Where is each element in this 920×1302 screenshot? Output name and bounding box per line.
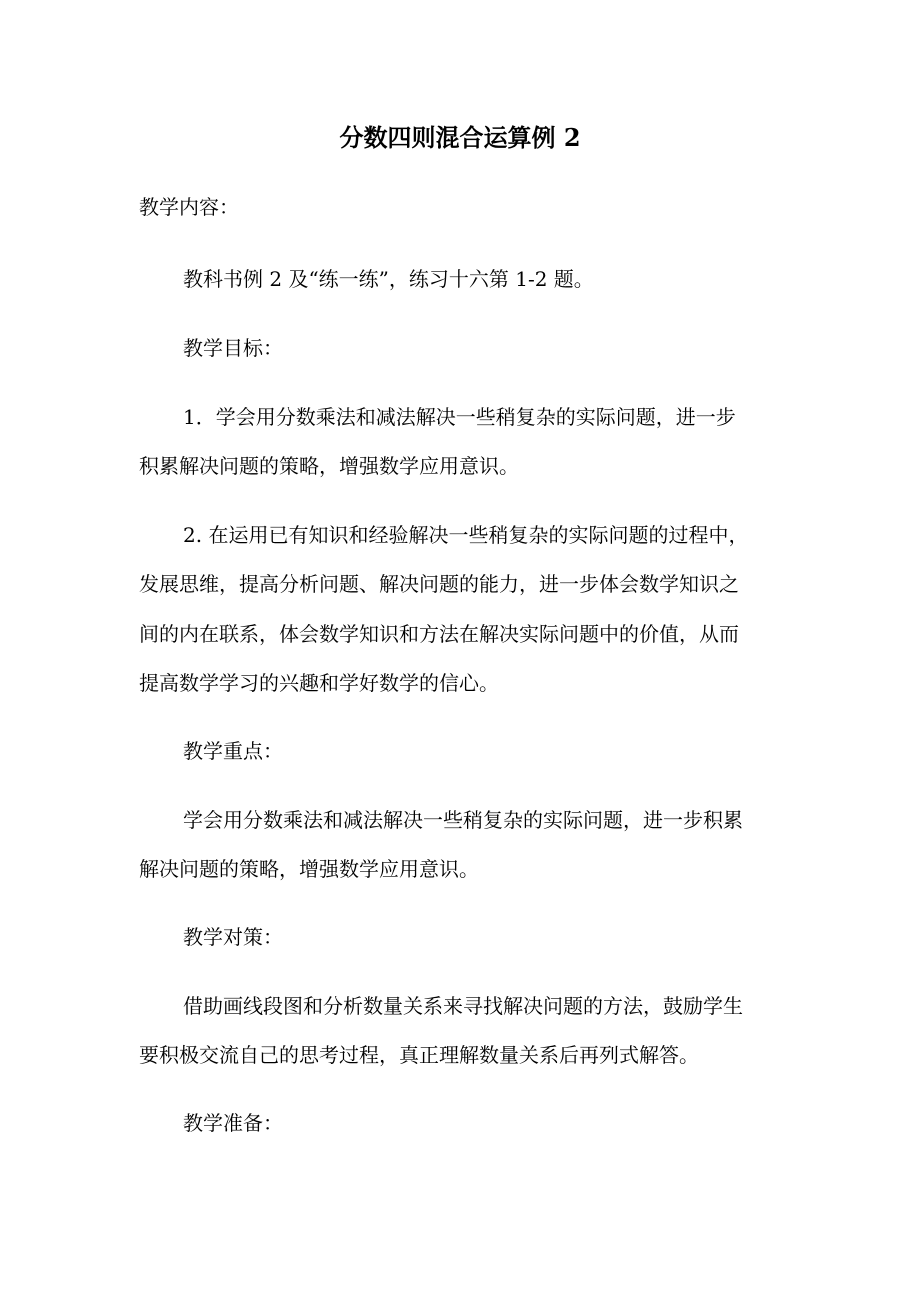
- goal-1-line-2: 积累解决问题的策略，增强数学应用意识。: [139, 454, 519, 478]
- key-heading: 教学重点：: [183, 739, 283, 763]
- content-heading: 教学内容：: [139, 195, 239, 219]
- key-line-2: 解决问题的策略，增强数学应用意识。: [139, 857, 479, 881]
- goal-1-line-1: 1．学会用分数乘法和减法解决一些稍复杂的实际问题，进一步: [183, 405, 736, 429]
- strategy-line-1: 借助画线段图和分析数量关系来寻找解决问题的方法，鼓励学生: [183, 994, 743, 1018]
- key-line-1: 学会用分数乘法和减法解决一些稍复杂的实际问题，进一步积累: [183, 808, 743, 832]
- document-title: 分数四则混合运算例 2: [339, 123, 581, 152]
- strategy-heading: 教学对策：: [183, 925, 283, 949]
- content-text: 教科书例 2 及“练一练”，练习十六第 1-2 题。: [183, 267, 594, 291]
- goal-2-line-1: 2. 在运用已有知识和经验解决一些稍复杂的实际问题的过程中，: [183, 523, 749, 547]
- goals-heading: 教学目标：: [183, 336, 283, 360]
- strategy-line-2: 要积极交流自己的思考过程，真正理解数量关系后再列式解答。: [139, 1043, 699, 1067]
- prep-heading: 教学准备：: [183, 1111, 283, 1135]
- goal-2-line-4: 提高数学学习的兴趣和学好数学的信心。: [139, 671, 499, 695]
- goal-2-line-3: 间的内在联系，体会数学知识和方法在解决实际问题中的价值，从而: [139, 622, 739, 646]
- goal-2-line-2: 发展思维，提高分析问题、解决问题的能力，进一步体会数学知识之: [139, 572, 739, 596]
